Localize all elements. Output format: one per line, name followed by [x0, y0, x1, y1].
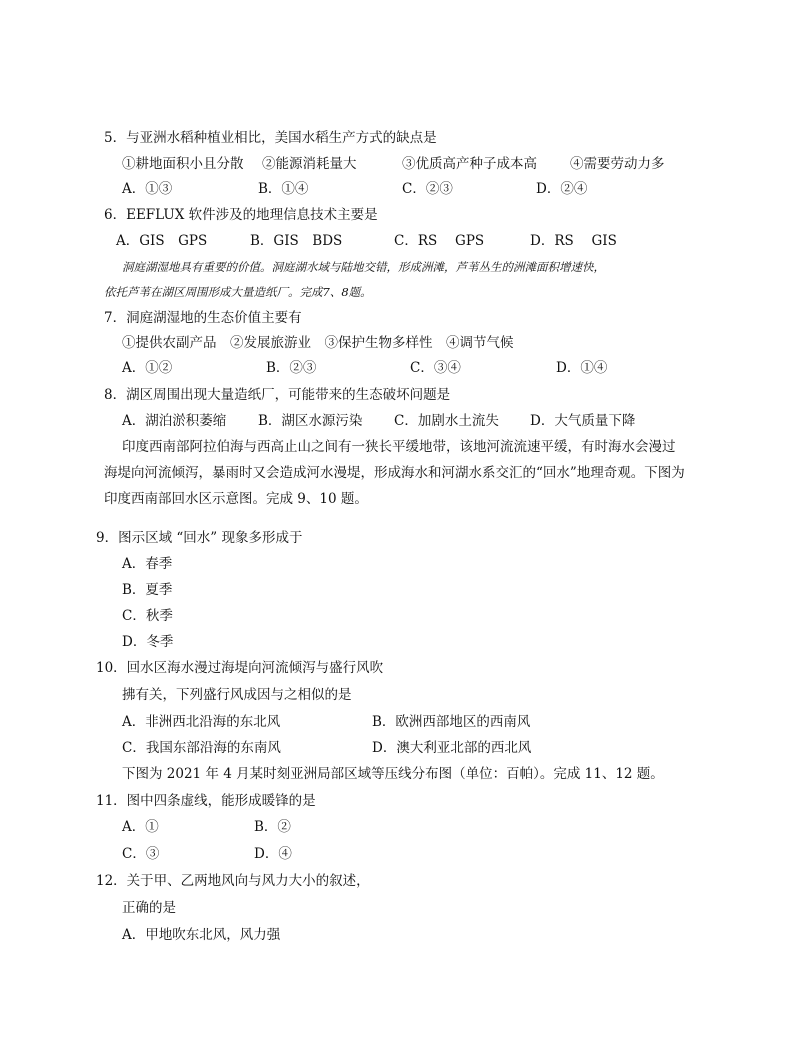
- passage-910-line-1: 印度西南部阿拉伯海与西高止山之间有一狭长平缓地带，该地河流流速平缓，有时海水会漫过: [122, 439, 676, 455]
- q7-items: ①提供农副产品 ②发展旅游业 ③保护生物多样性 ④调节气候: [122, 335, 514, 351]
- q6-option-a: A．GIS GPS: [116, 233, 208, 249]
- q8-option-a: A．湖泊淤积萎缩: [122, 413, 227, 429]
- q9-option-a: A．春季: [122, 556, 173, 572]
- q11-option-b: B．②: [254, 819, 291, 835]
- q6-option-c: C．RS GPS: [394, 233, 485, 249]
- q5-option-b: B．①④: [258, 181, 309, 197]
- q7-stem: 7．洞庭湖湿地的生态价值主要有: [104, 310, 302, 326]
- q9-option-b: B．夏季: [122, 582, 173, 598]
- q12-stem-line-2: 正确的是: [122, 900, 176, 916]
- q5-item-2: ②能源消耗量大: [262, 156, 357, 172]
- q10-stem-line-2: 拂有关，下列盛行风成因与之相似的是: [122, 687, 352, 703]
- passage-78-line-1: 洞庭湖湿地具有重要的价值。洞庭湖水域与陆地交错，形成洲滩，芦苇丛生的洲滩面积增速快，: [122, 260, 605, 274]
- q8-stem: 8．湖区周围出现大量造纸厂，可能带来的生态破坏问题是: [104, 387, 451, 403]
- q7-option-a: A．①②: [122, 360, 173, 376]
- q6-option-b: B．GIS BDS: [250, 233, 343, 249]
- q11-option-c: C．③: [122, 846, 160, 862]
- q8-option-c: C．加剧水土流失: [394, 413, 499, 429]
- q7-option-b: B．②③: [266, 360, 317, 376]
- q7-option-d: D．①④: [556, 360, 608, 376]
- passage-910-line-3: 印度西南部回水区示意图。完成 9、10 题。: [104, 491, 368, 507]
- q10-option-b: B．欧洲西部地区的西南风: [372, 714, 531, 730]
- q5-stem: 5．与亚洲水稻种植业相比，美国水稻生产方式的缺点是: [104, 130, 437, 146]
- q10-option-d: D．澳大利亚北部的西北风: [372, 740, 532, 756]
- passage-910-line-2: 海堤向河流倾泻，暴雨时又会造成河水漫堤，形成海水和河湖水系交汇的“回水”地理奇观。下图为: [104, 465, 685, 481]
- q11-option-a: A．①: [122, 819, 159, 835]
- q5-option-c: C．②③: [402, 181, 453, 197]
- q5-item-1: ①耕地面积小且分散: [122, 156, 244, 172]
- passage-1112-line-1: 下图为 2021 年 4 月某时刻亚洲局部区域等压线分布图（单位：百帕）。完成 11、12 题。: [122, 766, 664, 782]
- q5-item-4: ④需要劳动力多: [570, 156, 665, 172]
- q9-stem: 9．图示区域 “回水” 现象多形成于: [96, 530, 303, 546]
- q7-option-c: C．③④: [410, 360, 461, 376]
- q10-stem-line-1: 10．回水区海水漫过海堤向河流倾泻与盛行风吹: [96, 660, 384, 676]
- q9-option-d: D．冬季: [122, 634, 174, 650]
- q6-stem: 6．EEFLUX 软件涉及的地理信息技术主要是: [104, 207, 378, 223]
- q5-option-d: D．②④: [536, 181, 588, 197]
- q5-option-a: A．①③: [122, 181, 173, 197]
- q6-option-d: D．RS GIS: [530, 233, 617, 249]
- q5-item-3: ③优质高产种子成本高: [402, 156, 537, 172]
- q9-option-c: C．秋季: [122, 608, 173, 624]
- q8-option-d: D．大气质量下降: [530, 413, 636, 429]
- q11-stem: 11．图中四条虚线，能形成暖锋的是: [96, 793, 316, 809]
- q12-stem-line-1: 12．关于甲、乙两地风向与风力大小的叙述，: [96, 873, 370, 889]
- q11-option-d: D．④: [254, 846, 292, 862]
- q12-option-a: A．甲地吹东北风，风力强: [122, 927, 281, 943]
- q10-option-a: A．非洲西北沿海的东北风: [122, 714, 281, 730]
- q8-option-b: B．湖区水源污染: [258, 413, 363, 429]
- q10-option-c: C．我国东部沿海的东南风: [122, 740, 281, 756]
- passage-78-line-2: 依托芦苇在湖区周围形成大量造纸厂。完成7、8题。: [104, 285, 372, 299]
